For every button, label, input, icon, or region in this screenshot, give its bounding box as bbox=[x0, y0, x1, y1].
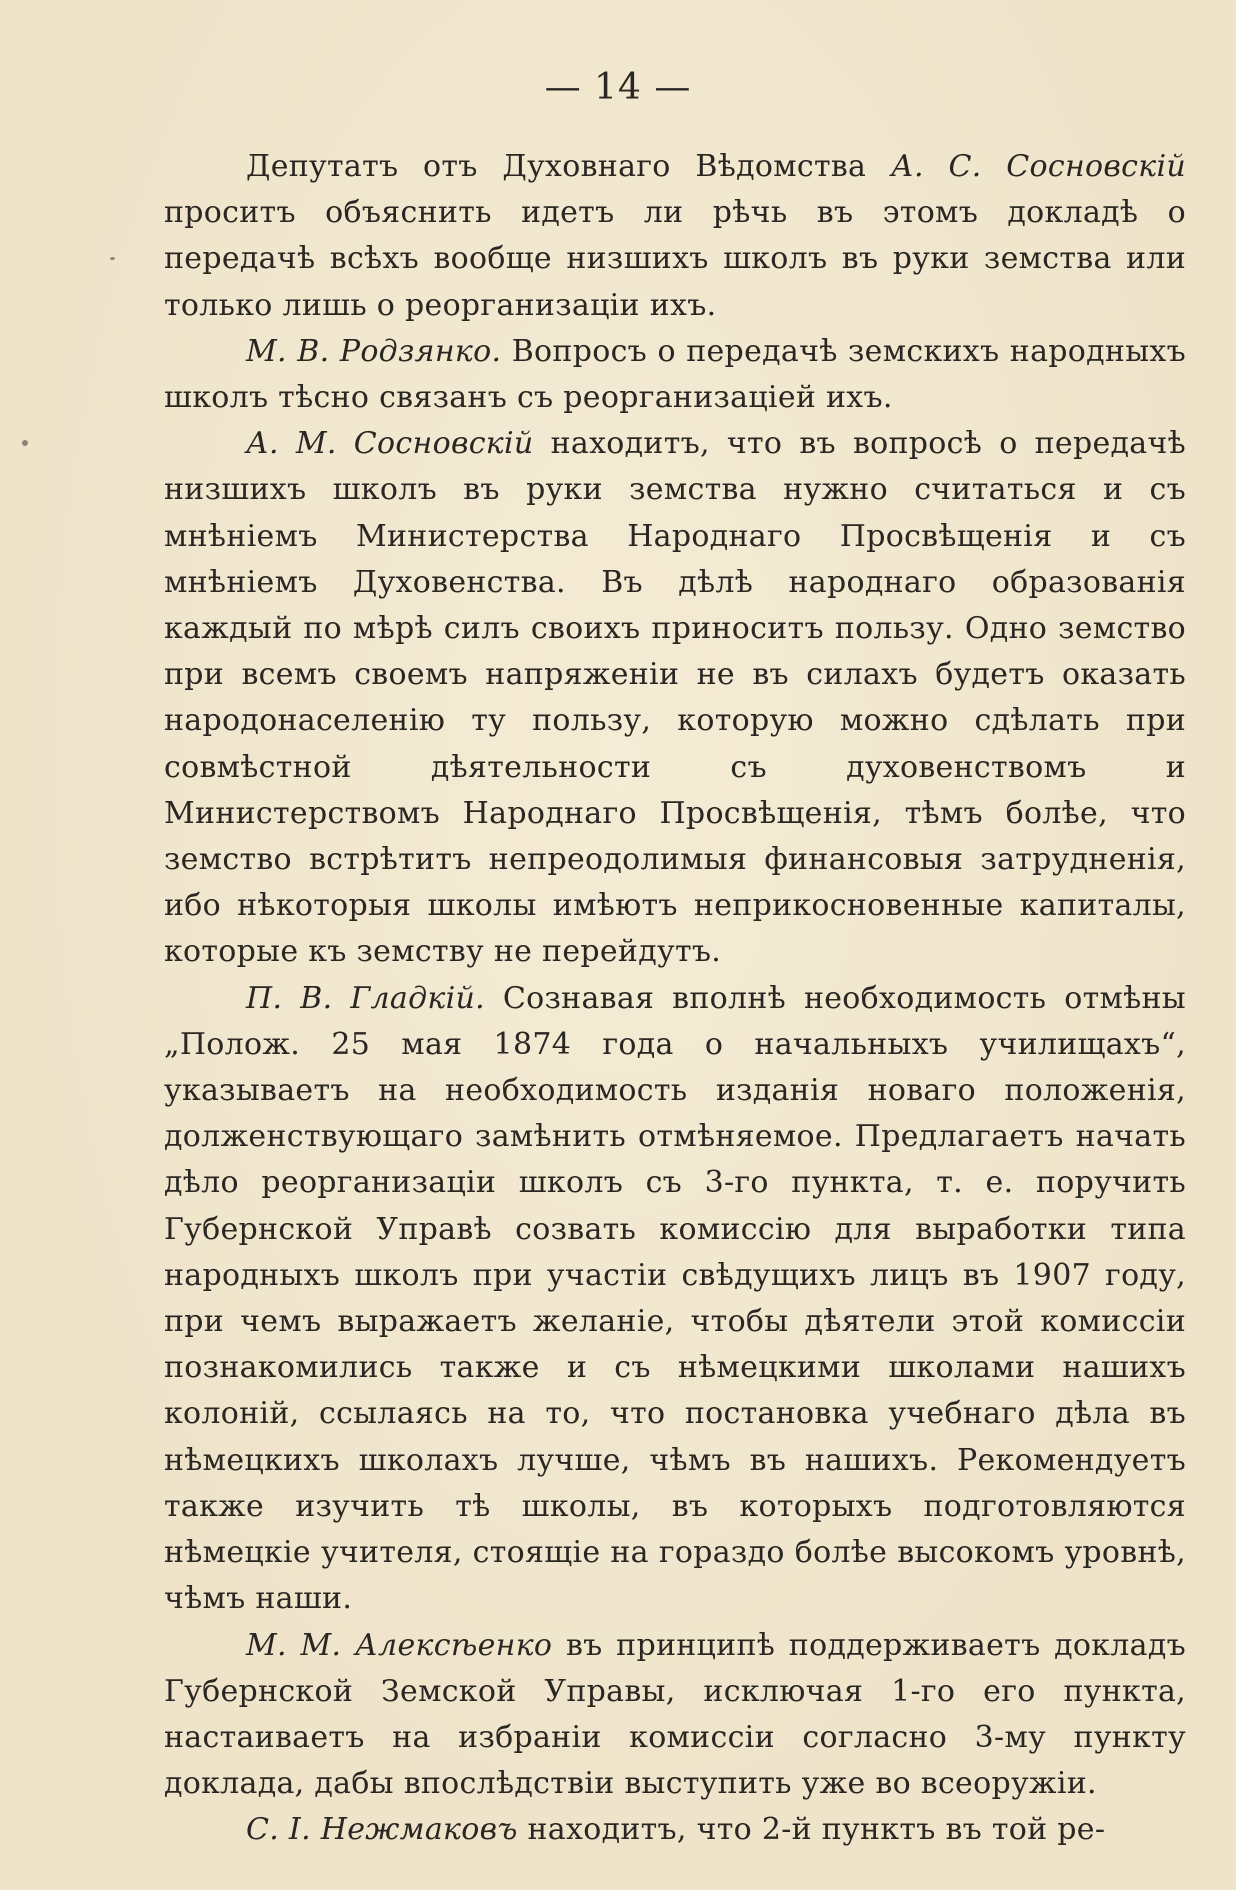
paragraph-text: въ принципѣ поддерживаетъ докладъ Губернской Земской Управы, исключая 1-го его пункта, настаиваетъ на избраніи комиссіи согласно 3-му пункту доклада, дабы впослѣдствіи выступить уже во всеоружіи. bbox=[164, 1627, 1186, 1802]
speaker-name: А. М. Сосновскій bbox=[246, 426, 534, 462]
paragraph-text: находитъ, что 2-й пунктъ въ той ре- bbox=[517, 1812, 1106, 1848]
paragraph-alekseenko bbox=[164, 1623, 1186, 1808]
margin-speck bbox=[22, 440, 28, 446]
text-body bbox=[164, 144, 1186, 1854]
paragraph-text: Сознавая вполнѣ необходимость отмѣны „Полож. 25 мая 1874 года о начальныхъ училищахъ“, указываетъ на необходимость изданія новаго положенія, долженствующаго замѣнить отмѣняемое. Предлагаетъ начать дѣло реорганизаціи школъ съ 3-го пункта, т. е. поручить Губернской Управѣ созвать комиссію для выработки типа народныхъ школъ при участіи свѣдущихъ лицъ въ 1907 году, при чемъ выражаетъ желаніе, чтобы дѣятели этой комиссіи познакомились также и съ нѣмецкими школами нашихъ колоній, ссылаясь на то, что постановка учебнаго дѣла въ нѣмецкихъ школахъ лучше, чѣмъ въ нашихъ. Рекомендуетъ также изучить тѣ школы, въ которыхъ подготовляются нѣмецкіе учителя, стоящіе на гораздо болѣе высокомъ уровнѣ, чѣмъ наши. bbox=[164, 980, 1186, 1617]
paragraph-text: находитъ, что въ вопросѣ о передачѣ низшихъ школъ въ руки земства нужно считаться и съ мнѣніемъ Министерства Народнаго Просвѣщенія и съ мнѣніемъ Духовенства. Въ дѣлѣ народнаго образованія каждый по мѣрѣ силъ своихъ приноситъ пользу. Одно земство при всемъ своемъ напряженіи не въ силахъ будетъ оказать народонаселенію ту пользу, которую можно сдѣлать при совмѣстной дѣятельности съ духовенствомъ и Министерствомъ Народнаго Просвѣщенія, тѣмъ болѣе, что земство встрѣтитъ непреодолимыя финансовыя затрудненія, ибо нѣкоторыя школы имѣютъ неприкосновенные капиталы, которые къ земству не перейдутъ. bbox=[164, 426, 1186, 970]
paragraph-rodzyanko bbox=[164, 329, 1186, 421]
speaker-name: А. С. Сосновскій bbox=[890, 149, 1187, 184]
speaker-name: С. І. Нежмаковъ bbox=[246, 1812, 518, 1848]
paragraph-gladky bbox=[164, 976, 1186, 1623]
speaker-name: М. М. Алексѣенко bbox=[246, 1627, 553, 1663]
paragraph-lead: Депутатъ отъ Духовнаго Вѣдомства bbox=[246, 149, 891, 184]
paragraph-text: Вопросъ о передачѣ земскихъ народныхъ школъ тѣсно связанъ съ реорганизаціей ихъ. bbox=[164, 333, 1186, 416]
paragraph-text: проситъ объяснить идетъ ли рѣчь въ этомъ докладѣ о передачѣ всѣхъ вообще низшихъ школъ въ руки земства или только лишь о реорганизаціи ихъ. bbox=[164, 195, 1186, 323]
speaker-name: П. В. Гладкій. bbox=[246, 980, 485, 1016]
page-number: — 14 — bbox=[544, 67, 692, 108]
margin-speck bbox=[110, 257, 115, 260]
paragraph-sosnovsky bbox=[164, 421, 1186, 975]
speaker-name: М. В. Родзянко. bbox=[246, 333, 502, 369]
paragraph-deputy-request bbox=[164, 144, 1186, 329]
paragraph-nezhmakov bbox=[164, 1807, 1186, 1853]
